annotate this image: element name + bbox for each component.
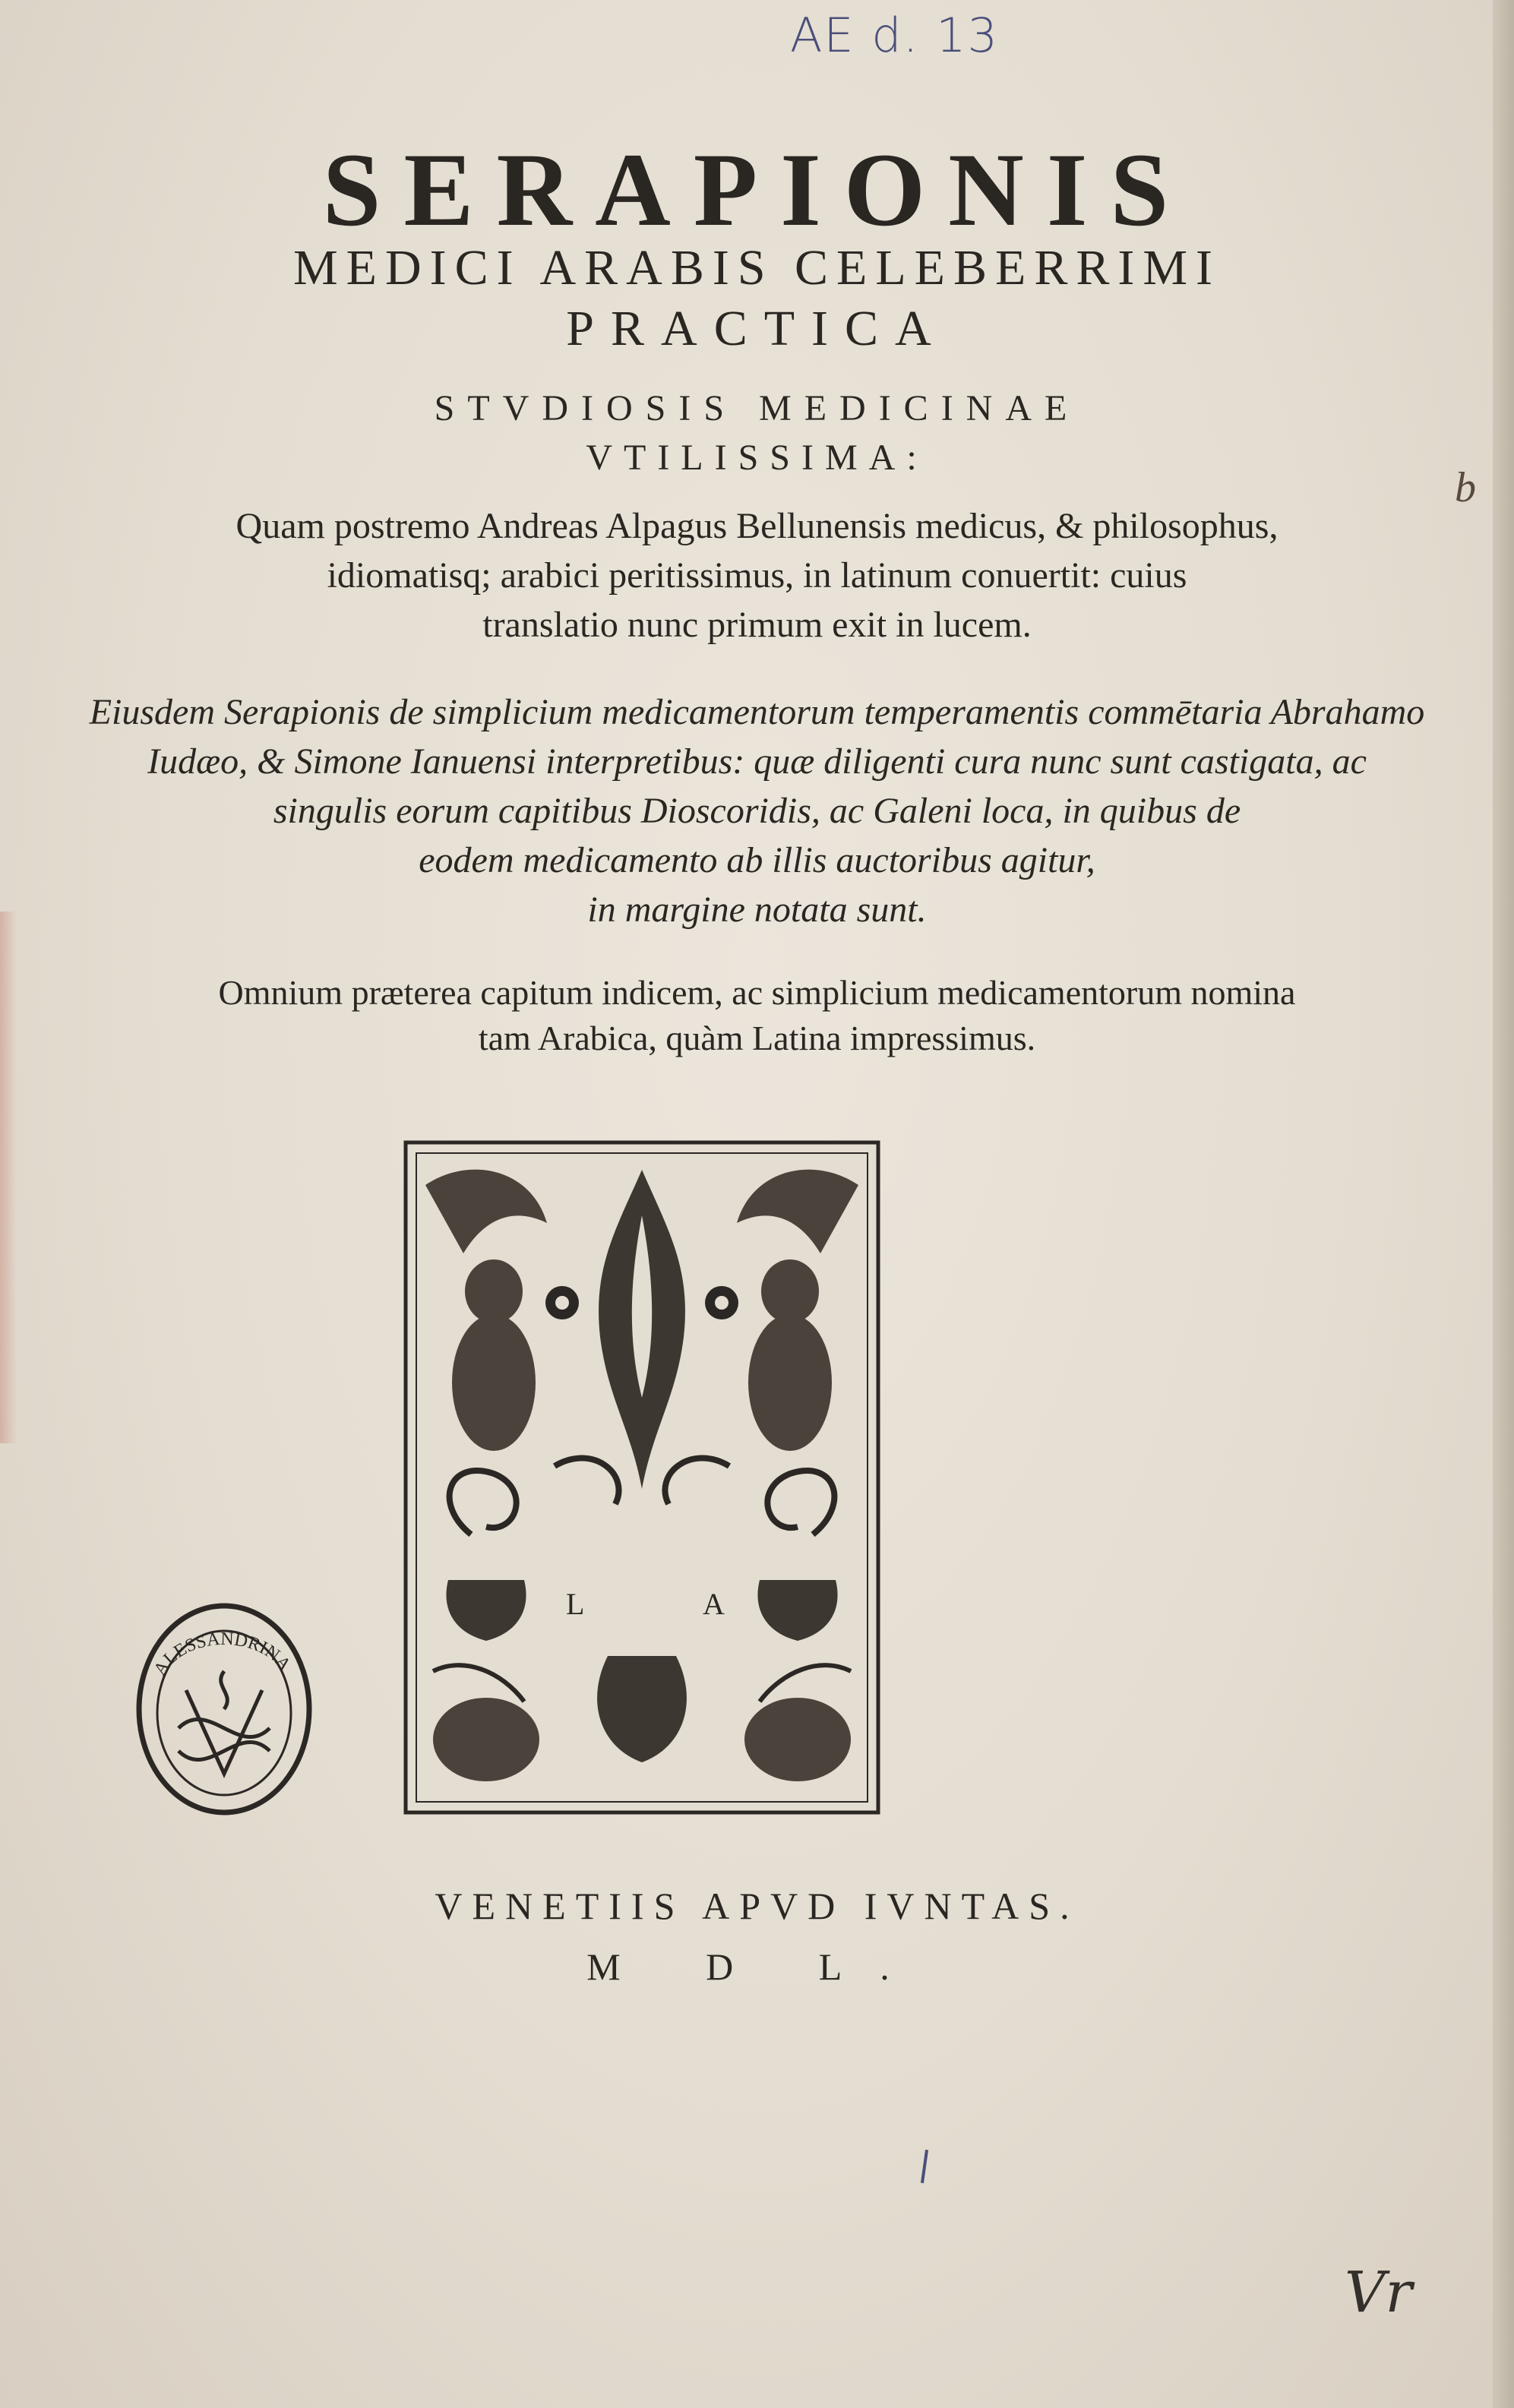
shelfmark: AE d. 13 (790, 8, 999, 63)
italic-line-1: Eiusdem Serapionis de simplicium medicamentorum temperamentis commētaria Abrahamo (89, 692, 1425, 732)
roman-line-2: idiomatisq; arabici peritissimus, in latinum conuertit: cuius (327, 555, 1187, 596)
library-stamp (133, 1599, 315, 1819)
device-initial-left: L (566, 1587, 585, 1621)
italic-line-2: Iudæo, & Simone Ianuensi interpretibus: quæ diligenti cura nunc sunt castigata, ac (147, 741, 1367, 782)
omnium-line-1: Omnium præterea capitum indicem, ac simplicium medicamentorum nomina (218, 973, 1296, 1012)
roman-line-3: translatio nunc primum exit in lucem. (482, 605, 1032, 645)
device-initial-right: A (703, 1587, 725, 1621)
imprint-place: VENETIIS APVD IVNTAS. (435, 1885, 1079, 1927)
italic-line-3: singulis eorum capitibus Dioscoridis, ac Galeni loca, in quibus de (273, 791, 1241, 831)
margin-note-bottom: Vr (1345, 2260, 1412, 2325)
title-line-3: PRACTICA (566, 301, 948, 356)
omnium-line-2: tam Arabica, quàm Latina impressimus. (478, 1019, 1036, 1057)
roman-line-1: Quam postremo Andreas Alpagus Bellunensis medicus, & philosophus, (235, 506, 1279, 546)
italic-line-5: in margine notata sunt. (587, 890, 927, 930)
stamp-text: ALESSANDRINA (150, 1629, 295, 1680)
title-line-5: VTILISSIMA: (586, 438, 928, 478)
title-line-4: STVDIOSIS MEDICINAE (434, 388, 1080, 428)
margin-note-right: b (1455, 464, 1476, 511)
page-edge (1493, 0, 1514, 2408)
ink-mark (921, 2150, 928, 2183)
italic-line-4: eodem medicamento ab illis auctoribus agitur, (419, 840, 1095, 880)
printers-device-woodcut (403, 1139, 881, 1815)
title-line-2: MEDICI ARABIS CELEBERRIMI (292, 240, 1222, 295)
title-main: SERAPIONIS (322, 131, 1192, 248)
imprint-year: M D L. (586, 1945, 928, 1988)
